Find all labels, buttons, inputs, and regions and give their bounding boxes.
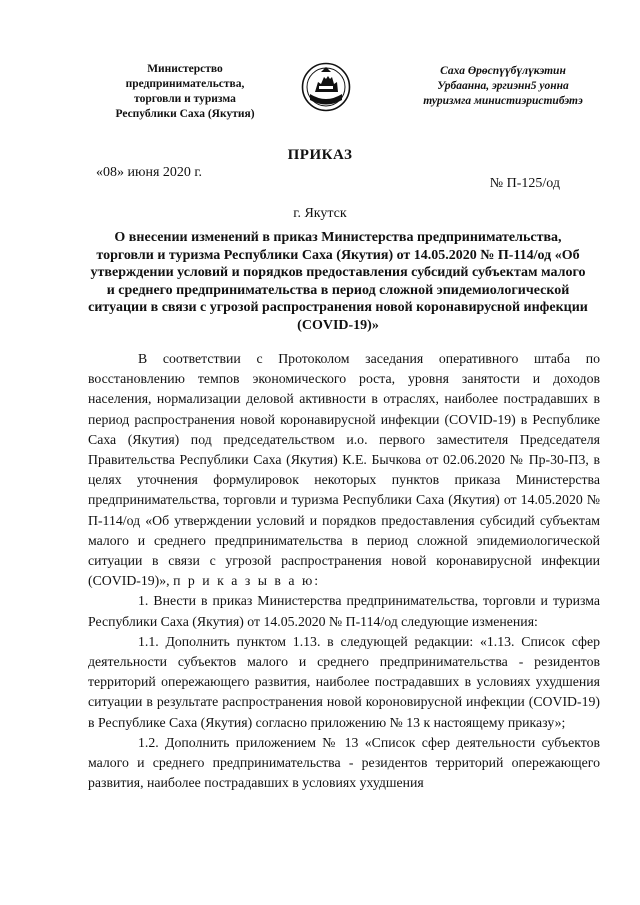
ministry-name-ru [100,62,270,122]
ministry-name-ru-line: Министерство [147,63,223,75]
document-title: ПРИКАЗ [287,147,353,163]
body-paragraph-text: В соответствии с Протоколом заседания оперативного штаба по восстановлению темпов экономического роста, уровня занятости и доходов населения, нормализации деловой активности в отраслях, наиболее пострадавших в период распространения новой коронавирусной инфекции (COVID-19) в Республике Саха (Якутия) под председательством и.о. первого заместителя Председателя Правительства Республики Саха (Якутия) К.Е. Бычкова от 02.06.2020 № Пр-30-П3, в целях уточнения формулировок некоторых пунктов приказа Министерства предпринимательства, торговли и туризма Республики Саха (Якутия) от 14.05.2020 № П-114/од «Об утверждении условий и порядков предоставления субсидий субъектам малого и среднего предпринимательства в период сложной эпидемиологической ситуации в связи с угрозой распространения новой коронавирусной инфекции (COVID-19)», [88,351,600,589]
ministry-name-ru-line: Республики Саха (Якутия) [115,108,255,120]
body-paragraph: 1. Внести в приказ Министерства предпринимательства, торговли и туризма Республики Саха (Якутия) от 14.05.2020 № П-114/од следующие изменения: [88,593,600,629]
ministry-name-sakha-line: туризмга министиэристибэтэ [423,95,583,107]
document-date: «08» июня 2020 г. [96,165,203,180]
body-paragraph [88,349,600,591]
body-paragraph: 1.2. Дополнить приложением № 13 «Список сфер деятельности субъектов малого и среднего предпринимательства - резидентов территорий опережающего развития, наиболее пострадавших в условиях ухудшения [88,734,600,791]
ministry-name-ru-line: предпринимательства, [125,78,245,90]
coat-of-arms-icon [301,62,351,112]
document-city: г. Якутск [293,206,347,221]
ministry-name-ru-line: торговли и туризма [134,93,236,105]
document-number: № П-125/од [489,176,560,191]
ministry-name-sakha-line: Урбаанна, эргиэнн5 уонна [437,80,569,92]
document-body [88,349,600,793]
order-word: п р и к а з ы в а ю: [173,573,321,589]
ministry-name-sakha-line: Саха Өрөспүүбүлүкэтин [440,65,566,77]
body-paragraph: 1.1. Дополнить пунктом 1.13. в следующей редакции: «1.13. Список сфер деятельности субъектов малого и среднего предпринимательства - резидентов территорий опережающего развития, наиболее пострадавших в условиях ухудшения ситуации в результате распространения новой короновирусной инфекции (COVID-19) в Республике Саха (Якутия) согласно приложению № 13 к настоящему приказу»; [88,633,600,730]
ministry-name-sakha [408,64,598,109]
document-heading: О внесении изменений в приказ Министерства предпринимательства, торговли и туризма Республики Саха (Якутия) от 14.05.2020 № П-114/од «Об утверждении условий и порядков предоставления субсидий субъектам малого и среднего предпринимательства в период сложной эпидемиологической ситуации в связи с угрозой распространения новой коронавирусной инфекции (COVID-19)» [88,230,588,333]
